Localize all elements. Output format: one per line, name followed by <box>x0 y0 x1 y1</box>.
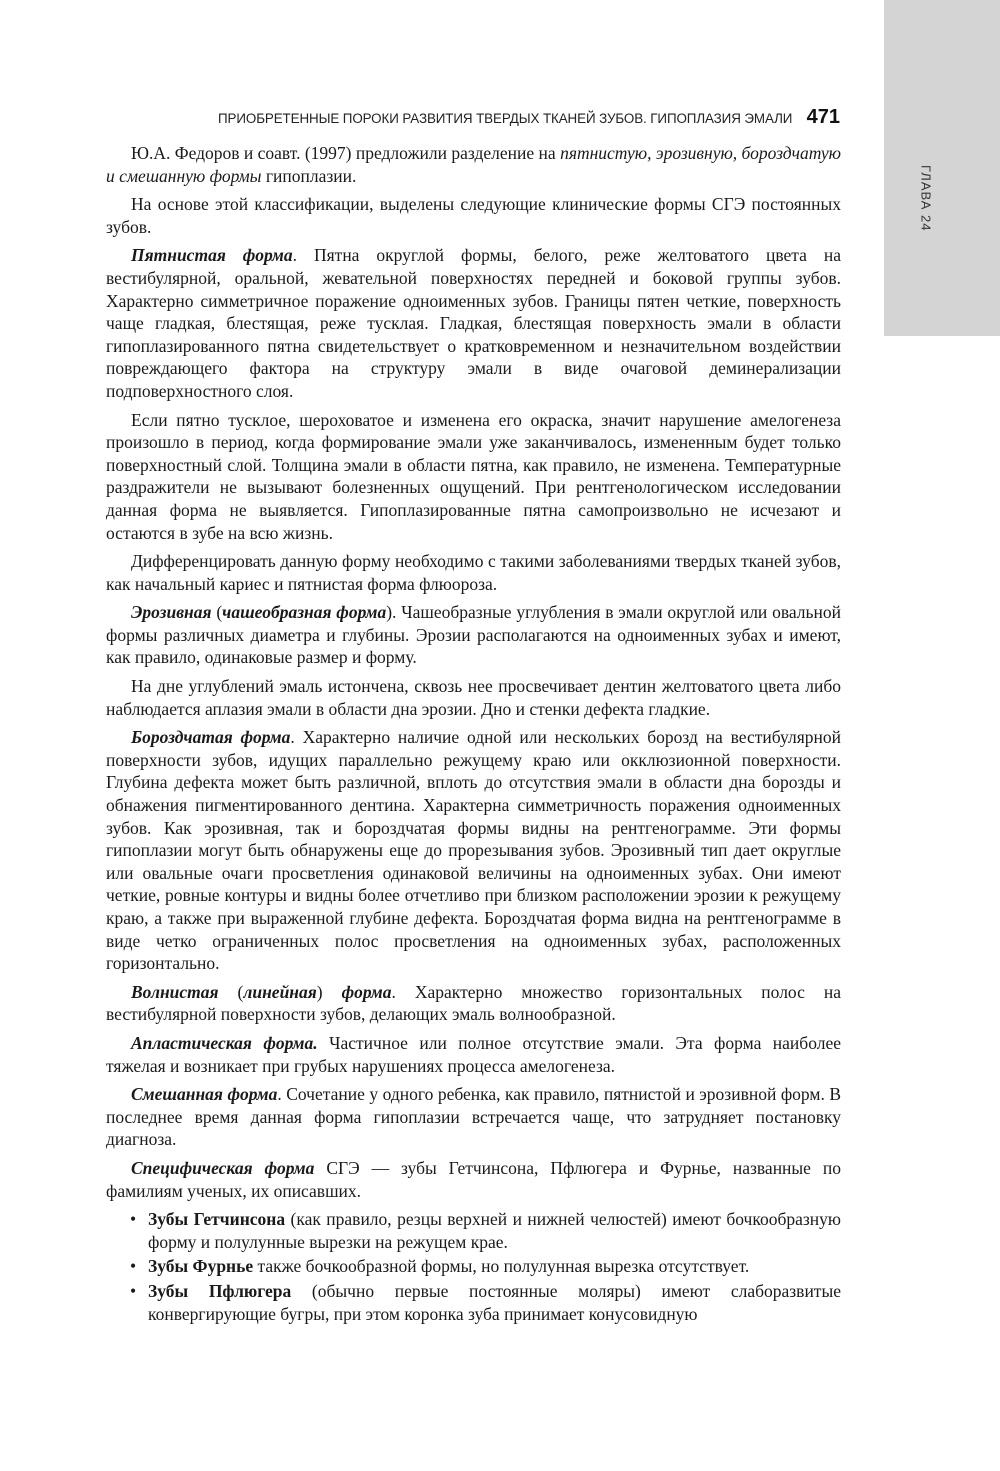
term-specific-form: Специфическая форма <box>131 1157 315 1178</box>
paragraph-differential: Дифференцировать данную форму необходимо с такими заболеваниями твердых тканей зубов, как начальный кариес и пятнистая форма флюороза. <box>106 551 841 594</box>
term-spotted-form: Пятнистая форма <box>131 245 293 266</box>
paragraph-erosion-bottom: На дне углублений эмаль истончена, сквозь нее просвечивает дентин желтоватого цвета либо наблюдается аплазия эмали в области дна эрозии. Дно и стенки дефекта гладкие. <box>106 676 841 719</box>
paragraph-mixed-form: Смешанная форма. Сочетание у одного ребенка, как правило, пятнистой и эрозивной форм. В последнее время данная форма гипоплазии встречается чаще, что затрудняет постановку диагноза. <box>106 1084 841 1150</box>
term-form: форма <box>341 981 392 1002</box>
page-number: 471 <box>806 106 840 128</box>
term-grooved-form: Бороздчатая форма <box>131 727 291 748</box>
italic-forms: пятнистую, эрозивную, бороздчатую и смешанную формы <box>106 143 842 186</box>
list-item: • Зубы Пфлюгера (обычно первые постоянные моляры) имеют слаборазвитые конвергирующие бугры, при этом коронка зуба принимает конусовидную <box>106 1280 841 1325</box>
term-erosive: Эрозивная <box>131 602 212 623</box>
paragraph-aplastic-form: Апластическая форма. Частичное или полное отсутствие эмали. Эта форма наиболее тяжелая и возникает при грубых нарушениях процесса амелогенеза. <box>106 1032 841 1076</box>
paragraph-classification: На основе этой классификации, выделены следующие клинические формы СГЭ постоянных зубов. <box>106 194 841 237</box>
paragraph-dull-spot: Если пятно тусклое, шероховатое и изменена его окраска, значит нарушение амелогенеза произошло в период, когда формирование эмали уже заканчивалось, измененным будет только поверхностный слой. Толщина эмали в области пятна, как правило, не изменена. Температурные раздражители не вызывают болезненных ощущений. При рентгенологическом исследовании данная форма не выявляется. Гипоплазированные пятна самопроизвольно не исчезают и остаются в зубе на всю жизнь. <box>106 409 841 543</box>
paragraph-specific-form: Специфическая форма СГЭ — зубы Гетчинсона, Пфлюгера и Фурнье, названные по фамилиям ученых, их описавших. <box>106 1157 841 1201</box>
running-title: ПРИОБРЕТЕННЫЕ ПОРОКИ РАЗВИТИЯ ТВЕРДЫХ ТКАНЕЙ ЗУБОВ. ГИПОПЛАЗИЯ ЭМАЛИ <box>218 111 793 126</box>
term-fournier: Зубы Фурнье <box>148 1256 254 1277</box>
page-body <box>106 142 841 1327</box>
chapter-side-tab <box>884 0 1000 336</box>
term-aplastic-form: Апластическая форма. <box>131 1032 318 1053</box>
term-mixed-form: Смешанная форма <box>131 1084 278 1105</box>
term-cup-shaped: чашеобразная форма <box>222 602 387 623</box>
running-header <box>218 108 840 132</box>
paragraph-wavy-form: Волнистая (линейная) форма. Характерно множество горизонтальных полос на вестибулярной поверхности зубов, делающих эмаль волнообразной. <box>106 981 841 1025</box>
paragraph-intro: Ю.А. Федоров и соавт. (1997) предложили разделение на пятнистую, эрозивную, бороздчатую и смешанную формы гипоплазии. <box>106 143 842 186</box>
term-hutchinson: Зубы Гетчинсона <box>148 1209 286 1230</box>
paragraph-erosive-form: Эрозивная (чашеобразная форма). Чашеобразные углубления в эмали округлой или овальной формы различных диаметра и глубины. Эрозии располагаются на одноименных зубах и имеют, как правило, одинаковые размер и форму. <box>106 602 841 668</box>
list-item: • Зубы Гетчинсона (как правило, резцы верхней и нижней челюстей) имеют бочкообразную форму и полулунные вырезки на режущем крае. <box>106 1208 841 1253</box>
teeth-list <box>106 1208 841 1325</box>
list-item: • Зубы Фурнье также бочкообразной формы, но полулунная вырезка отсутствует. <box>106 1255 841 1278</box>
term-wavy: Волнистая <box>131 981 219 1002</box>
term-linear: линейная <box>243 981 317 1002</box>
term-pfluger: Зубы Пфлюгера <box>148 1280 292 1301</box>
paragraph-spotted-form: Пятнистая форма. Пятна округлой формы, белого, реже желтоватого цвета на вестибулярной, оральной, жевательной поверхностях передней и боковой группы зубов. Характерно симметричное поражение одноименных зубов. Границы пятен четкие, поверхность чаще гладкая, блестящая, реже тусклая. Гладкая, блестящая поверхность эмали в области гипоплазированного пятна свидетельствует о кратковременном и незначительном воздействии повреждающего фактора на структуру эмали в виде очаговой деминерализации подповерхностного слоя. <box>106 245 841 401</box>
paragraph-grooved-form: Бороздчатая форма. Характерно наличие одной или нескольких борозд на вестибулярной поверхности зубов, идущих параллельно режущему краю или окклюзионной поверхности. Глубина дефекта может быть различной, вплоть до отсутствия эмали в области дна борозды и обнажения пигментированного дентина. Характерна симметричность поражения одноименных зубов. Как эрозивная, так и бороздчатая формы видны на рентгенограмме. Эти формы гипоплазии могут быть обнаружены еще до прорезывания зубов. Эрозивный тип дает округлые или овальные очаги просветления одинаковой величины на одноименных зубах. Они имеют четкие, ровные контуры и видны более отчетливо при близком расположении эрозии к режущему краю, а также при выраженной глубине дефекта. Бороздчатая форма видна на рентгенограмме в виде четко ограниченных полос просветления на одноименных зубах, расположенных горизонтально. <box>106 727 841 974</box>
chapter-label <box>919 165 934 195</box>
